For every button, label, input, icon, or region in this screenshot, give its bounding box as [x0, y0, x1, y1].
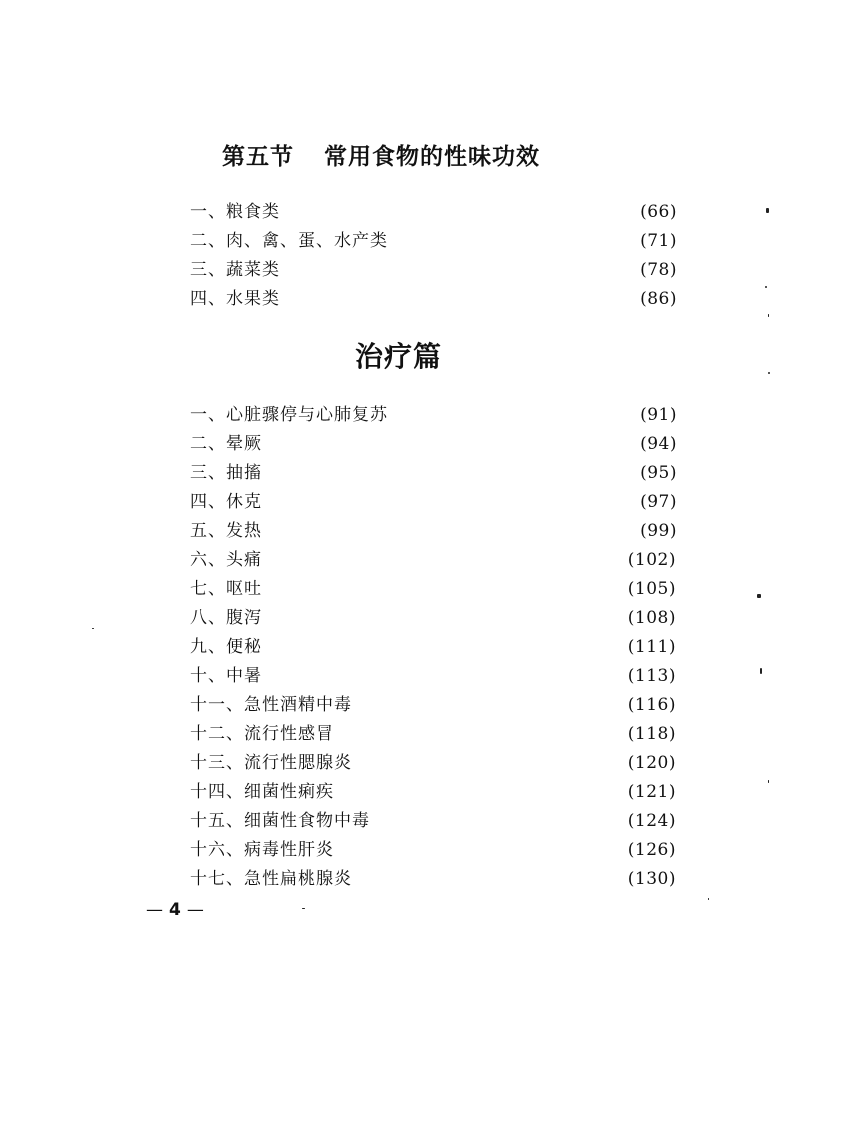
scan-speck — [708, 898, 709, 900]
toc-entry-label: 三、抽搐 — [190, 463, 262, 483]
toc-entry[interactable] — [190, 605, 676, 631]
dot-leader — [266, 634, 624, 660]
toc-entry-label: 四、水果类 — [190, 289, 280, 309]
toc-entry[interactable] — [190, 808, 676, 834]
toc-entry-page: (126) — [627, 840, 676, 860]
toc-entry-page: (124) — [627, 811, 676, 831]
toc-entry-page: (102) — [627, 550, 676, 570]
scan-speck — [765, 286, 767, 288]
toc-entry-page: (118) — [627, 724, 676, 744]
dot-leader — [284, 286, 636, 312]
toc-entry-label: 八、腹泻 — [190, 608, 262, 628]
toc-entry[interactable] — [190, 402, 677, 428]
toc-entry[interactable] — [190, 518, 677, 544]
scan-speck — [768, 314, 769, 317]
scan-speck — [92, 628, 94, 629]
toc-entry[interactable] — [190, 547, 676, 573]
dot-leader — [266, 518, 636, 544]
scan-speck — [302, 908, 305, 909]
toc-entry-label: 十二、流行性感冒 — [190, 724, 334, 744]
toc-entry[interactable] — [190, 837, 676, 863]
toc-entry[interactable] — [190, 634, 676, 660]
dot-leader — [374, 808, 624, 834]
footer-dash-right: — — [186, 900, 204, 920]
scan-speck — [768, 780, 769, 783]
toc-entry-page: (113) — [627, 666, 676, 686]
toc-entry-page: (116) — [627, 695, 676, 715]
dot-leader — [356, 692, 624, 718]
toc-entry[interactable] — [190, 286, 677, 312]
toc-entry-label: 十三、流行性腮腺炎 — [190, 753, 352, 773]
section-title — [222, 138, 540, 171]
toc-entry[interactable] — [190, 257, 677, 283]
toc-entry-label: 十、中暑 — [190, 666, 262, 686]
dot-leader — [392, 228, 636, 254]
scan-speck — [760, 668, 762, 674]
dot-leader — [338, 837, 624, 863]
dot-leader — [356, 750, 624, 776]
section-name: 常用食物的性味功效 — [324, 144, 540, 170]
dot-leader — [338, 779, 624, 805]
toc-entry-label: 七、呕吐 — [190, 579, 262, 599]
dot-leader — [266, 489, 636, 515]
toc-entry-page: (111) — [627, 637, 676, 657]
toc-entry[interactable] — [190, 576, 676, 602]
toc-entry-label: 六、头痛 — [190, 550, 262, 570]
toc-entry-label: 一、粮食类 — [190, 202, 280, 222]
toc-entry-page: (105) — [627, 579, 676, 599]
toc-entry-label: 十七、急性扁桃腺炎 — [190, 869, 352, 889]
toc-entry-page: (99) — [640, 521, 677, 541]
toc-entry[interactable] — [190, 199, 677, 225]
toc-entry-page: (91) — [640, 405, 677, 425]
toc-entry[interactable] — [190, 431, 677, 457]
toc-entry-page: (78) — [640, 260, 677, 280]
page-number: 4 — [169, 900, 181, 920]
toc-entry[interactable] — [190, 663, 676, 689]
footer-dash-left: — — [146, 900, 163, 920]
toc-entry-page: (94) — [640, 434, 677, 454]
toc-entry-label: 九、便秘 — [190, 637, 262, 657]
toc-entry-label: 四、休克 — [190, 492, 262, 512]
toc-entry-page: (71) — [640, 231, 677, 251]
scan-speck — [766, 208, 769, 213]
toc-entry-page: (95) — [640, 463, 677, 483]
toc-entry-label: 十一、急性酒精中毒 — [190, 695, 352, 715]
toc-entry-page: (97) — [640, 492, 677, 512]
page-footer — [146, 900, 204, 920]
dot-leader — [266, 547, 624, 573]
dot-leader — [356, 866, 624, 892]
toc-entry-page: (120) — [627, 753, 676, 773]
toc-entry-label: 五、发热 — [190, 521, 262, 541]
toc-entry[interactable] — [190, 750, 676, 776]
toc-entry[interactable] — [190, 866, 676, 892]
toc-entry[interactable] — [190, 460, 677, 486]
toc-entry-label: 二、肉、禽、蛋、水产类 — [190, 231, 388, 251]
dot-leader — [266, 605, 624, 631]
section-number: 第五节 — [222, 144, 294, 170]
toc-entry[interactable] — [190, 779, 676, 805]
toc-entry-page: (130) — [627, 869, 676, 889]
scan-speck — [768, 372, 770, 374]
toc-entry-page: (86) — [640, 289, 677, 309]
toc-entry-page: (108) — [627, 608, 676, 628]
dot-leader — [284, 257, 636, 283]
dot-leader — [266, 663, 624, 689]
toc-entry[interactable] — [190, 692, 676, 718]
part-title: 治疗篇 — [355, 340, 443, 373]
dot-leader — [338, 721, 624, 747]
toc-entry-page: (121) — [627, 782, 676, 802]
toc-entry-label: 三、蔬菜类 — [190, 260, 280, 280]
dot-leader — [266, 431, 636, 457]
toc-entry-label: 十六、病毒性肝炎 — [190, 840, 334, 860]
toc-entry-label: 十四、细菌性痢疾 — [190, 782, 334, 802]
toc-entry-label: 一、心脏骤停与心肺复苏 — [190, 405, 388, 425]
toc-entry-page: (66) — [640, 202, 677, 222]
scan-speck — [757, 594, 761, 598]
toc-entry-label: 十五、细菌性食物中毒 — [190, 811, 370, 831]
toc-entry[interactable] — [190, 721, 676, 747]
dot-leader — [266, 576, 624, 602]
dot-leader — [284, 199, 636, 225]
toc-entry-label: 二、晕厥 — [190, 434, 262, 454]
dot-leader — [266, 460, 636, 486]
toc-entry[interactable] — [190, 489, 677, 515]
dot-leader — [392, 402, 636, 428]
toc-entry[interactable] — [190, 228, 677, 254]
